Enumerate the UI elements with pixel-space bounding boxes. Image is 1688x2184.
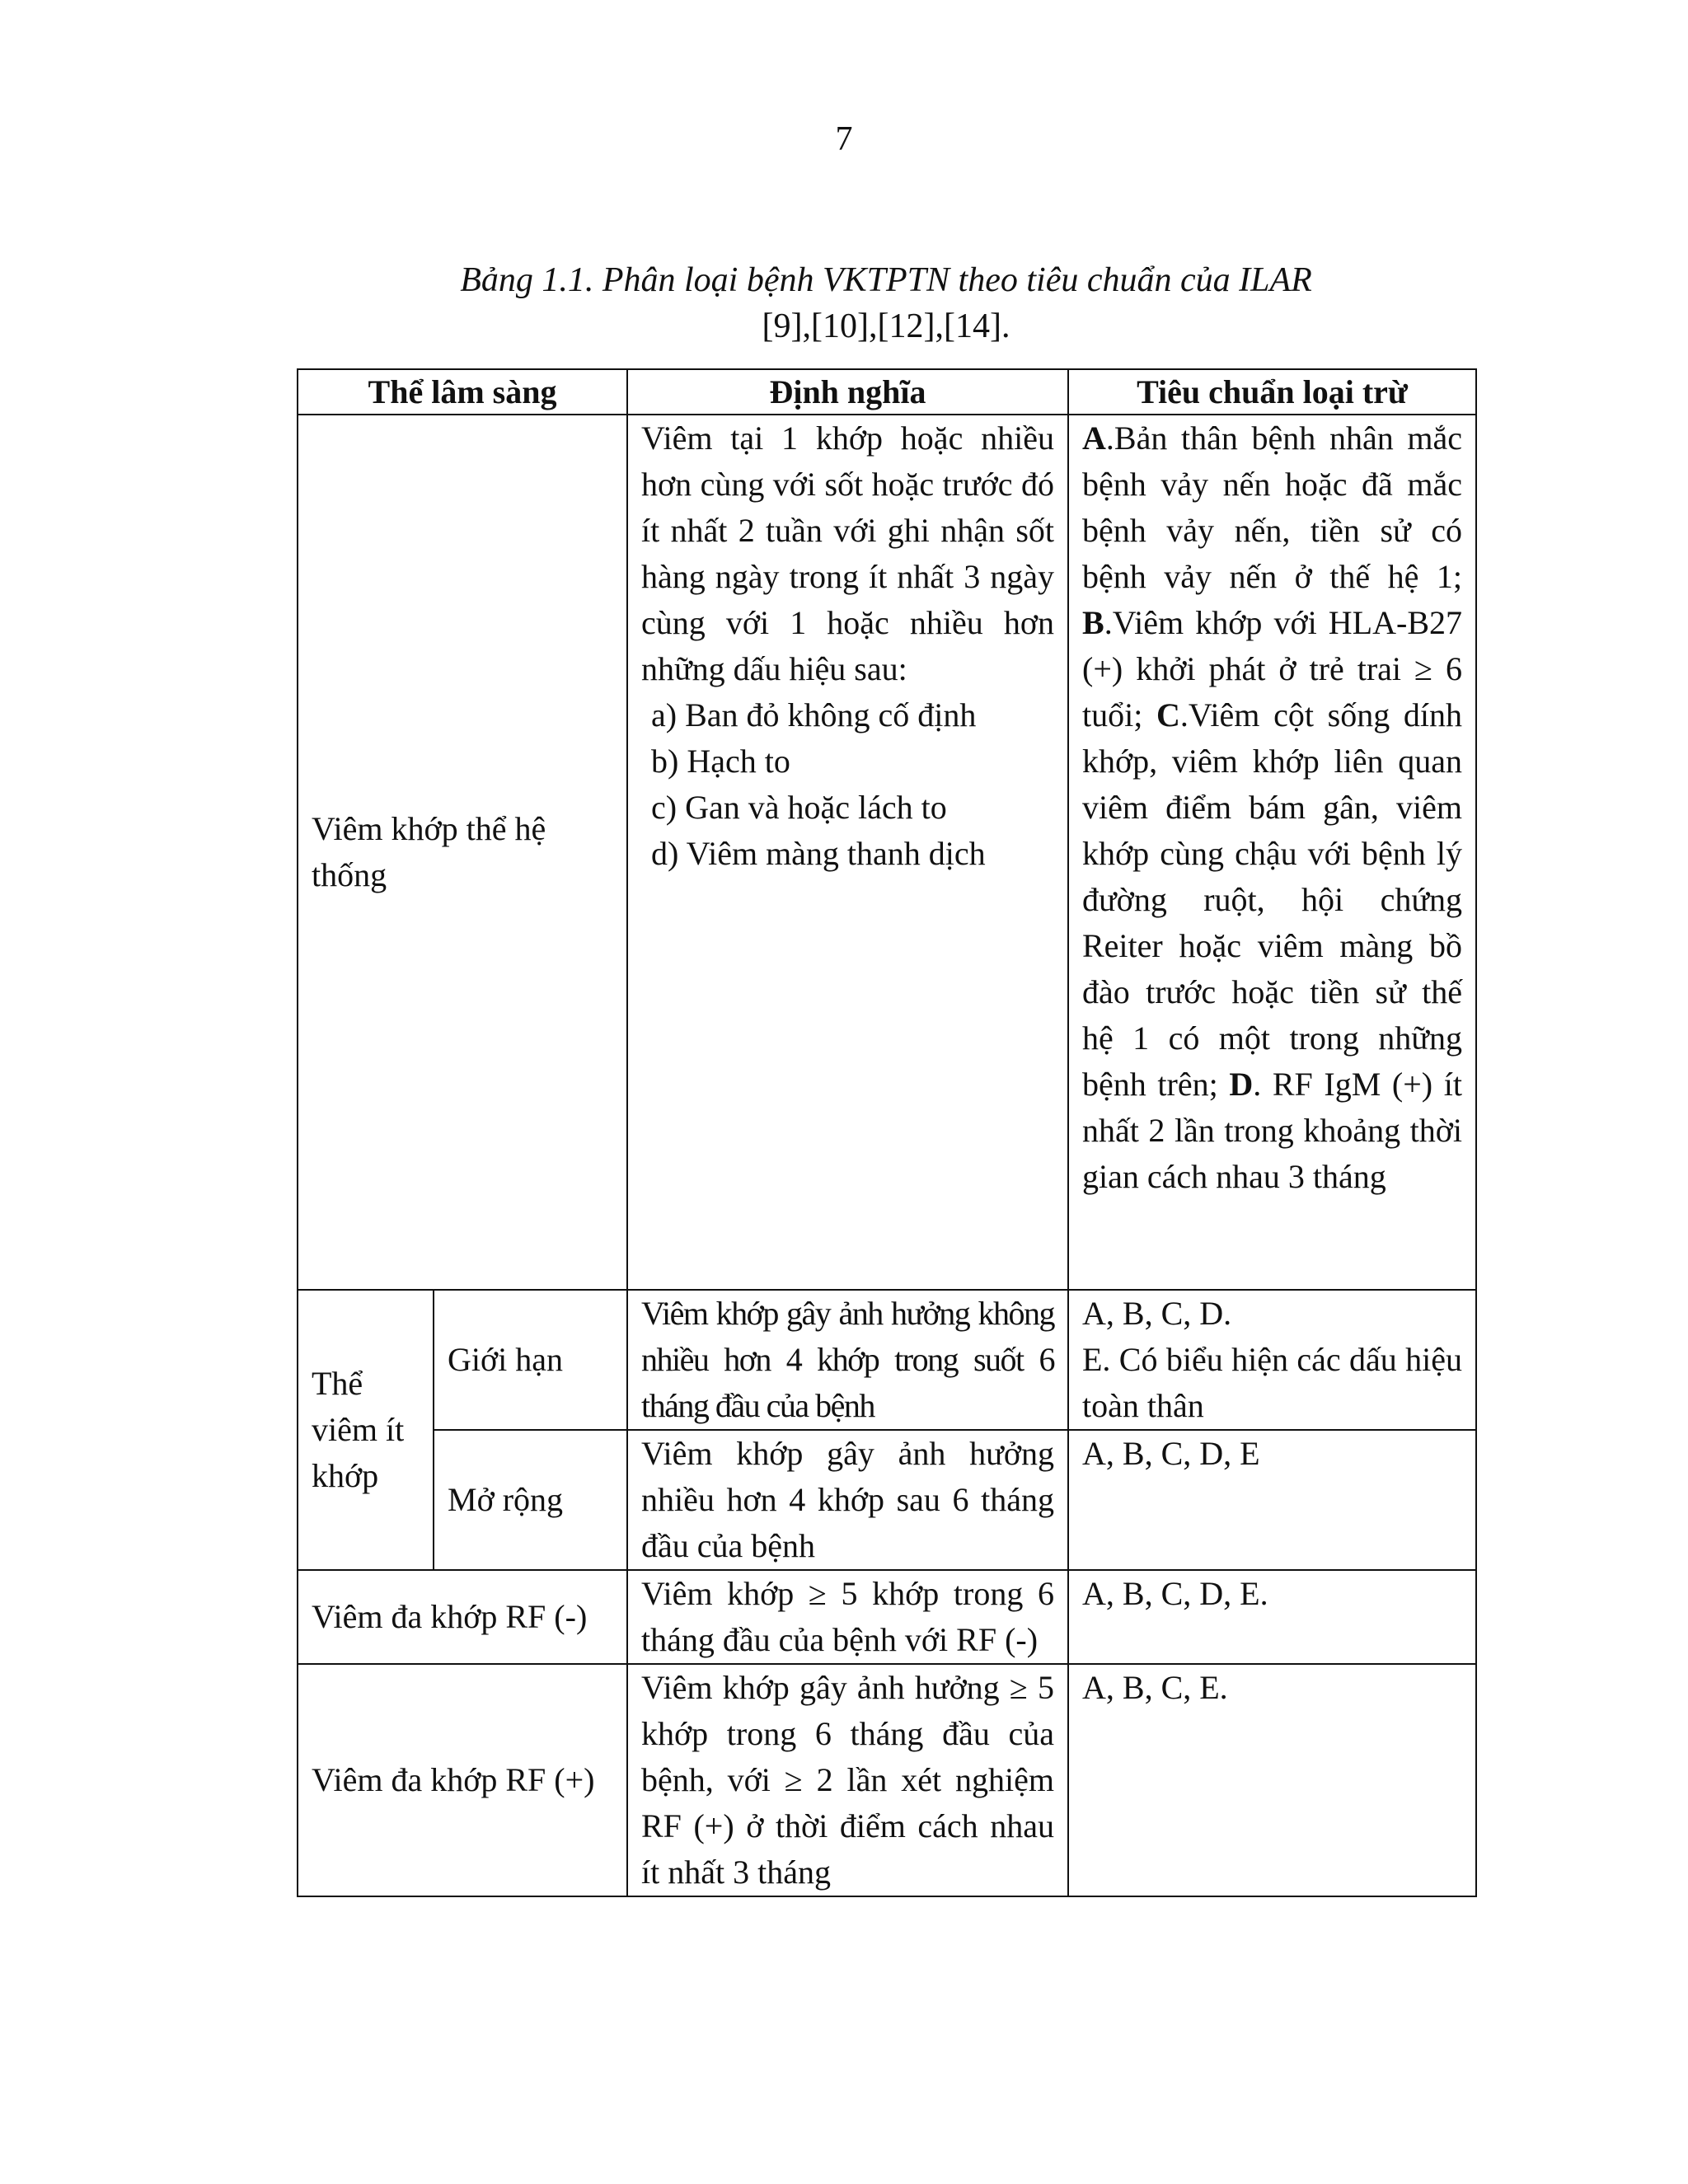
poly-rf-neg-definition: Viêm khớp ≥ 5 khớp trong 6 tháng đầu của bệnh với RF (-) bbox=[627, 1570, 1068, 1664]
header-exclusion: Tiêu chuẩn loại trừ bbox=[1068, 369, 1476, 415]
header-clinical-type: Thể lâm sàng bbox=[298, 369, 627, 415]
oligo-extended-exclusion: A, B, C, D, E bbox=[1068, 1430, 1476, 1570]
table-caption bbox=[0, 257, 1688, 349]
oligo-persistent-exclusion-1: A, B, C, D. bbox=[1082, 1295, 1232, 1332]
criterion-c-text: .Viêm cột sống dính khớp, viêm khớp liên quan viêm điểm bám gân, viêm khớp cùng chậu với bệnh lý đường ruột, hội chứng Reiter hoặc viêm màng bồ đào trước hoặc tiền sử thế hệ 1 có một trong những bệnh trên; bbox=[1082, 696, 1462, 1103]
table-row bbox=[298, 1290, 1476, 1430]
criterion-c-label: C bbox=[1156, 696, 1180, 733]
criterion-b-text: .Viêm khớp với HLA-B27 (+) khởi phát ở trẻ trai ≥ 6 tuổi; bbox=[1082, 604, 1462, 733]
oligo-extended-subtype: Mở rộng bbox=[434, 1430, 627, 1570]
criterion-d-text: . RF IgM (+) ít nhất 2 lần trong khoảng thời gian cách nhau 3 tháng bbox=[1082, 1066, 1462, 1195]
table-header-row bbox=[298, 369, 1476, 415]
oligo-persistent-subtype: Giới hạn bbox=[434, 1290, 627, 1430]
systemic-sign: c) Gan và hoặc lách to bbox=[651, 789, 947, 826]
systemic-definition: Viêm tại 1 khớp hoặc nhiều hơn cùng với sốt hoặc trước đó ít nhất 2 tuần với ghi nhận sốt hàng ngày trong ít nhất 3 ngày cùng với 1 hoặc nhiều hơn những dấu hiệu sau: bbox=[641, 419, 1054, 687]
oligo-persistent-exclusion-2: E. Có biểu hiện các dấu hiệu toàn thân bbox=[1082, 1341, 1462, 1424]
poly-rf-neg-type: Viêm đa khớp RF (-) bbox=[298, 1570, 627, 1664]
table-row bbox=[298, 415, 1476, 1290]
poly-rf-pos-exclusion: A, B, C, E. bbox=[1068, 1664, 1476, 1896]
criterion-a-label: A bbox=[1082, 419, 1106, 457]
oligo-persistent-exclusion-cell bbox=[1068, 1290, 1476, 1430]
oligo-persistent-definition: Viêm khớp gây ảnh hưởng không nhiều hơn 4 khớp trong suốt 6 tháng đầu của bệnh bbox=[627, 1290, 1068, 1430]
systemic-sign: b) Hạch to bbox=[651, 743, 790, 780]
poly-rf-pos-definition: Viêm khớp gây ảnh hưởng ≥ 5 khớp trong 6 tháng đầu của bệnh, với ≥ 2 lần xét nghiệm RF (+) ở thời điểm cách nhau ít nhất 3 tháng bbox=[627, 1664, 1068, 1896]
table-title: Bảng 1.1. Phân loại bệnh VKTPTN theo tiêu chuẩn của ILAR bbox=[460, 261, 1312, 299]
criterion-d-label: D bbox=[1229, 1066, 1254, 1103]
poly-rf-pos-type: Viêm đa khớp RF (+) bbox=[298, 1664, 627, 1896]
header-definition: Định nghĩa bbox=[627, 369, 1068, 415]
systemic-type: Viêm khớp thể hệ thống bbox=[298, 415, 627, 1290]
table-references: [9],[10],[12],[14]. bbox=[762, 307, 1010, 345]
table-row bbox=[298, 1570, 1476, 1664]
page-number: 7 bbox=[835, 120, 853, 158]
poly-rf-neg-exclusion: A, B, C, D, E. bbox=[1068, 1570, 1476, 1664]
systemic-exclusion-cell bbox=[1068, 415, 1476, 1290]
ilar-classification-table bbox=[297, 368, 1477, 1897]
systemic-definition-cell bbox=[627, 415, 1068, 1290]
table-row bbox=[298, 1430, 1476, 1570]
systemic-sign: d) Viêm màng thanh dịch bbox=[651, 835, 986, 872]
oligo-type: Thể viêm ít khớp bbox=[298, 1290, 434, 1570]
table-row bbox=[298, 1664, 1476, 1896]
criterion-a-text: .Bản thân bệnh nhân mắc bệnh vảy nến hoặc đã mắc bệnh vảy nến, tiền sử có bệnh vảy nến ở thế hệ 1; bbox=[1082, 419, 1462, 595]
oligo-extended-definition: Viêm khớp gây ảnh hưởng nhiều hơn 4 khớp sau 6 tháng đầu của bệnh bbox=[627, 1430, 1068, 1570]
systemic-sign: a) Ban đỏ không cố định bbox=[651, 696, 977, 733]
criterion-b-label: B bbox=[1082, 604, 1104, 641]
